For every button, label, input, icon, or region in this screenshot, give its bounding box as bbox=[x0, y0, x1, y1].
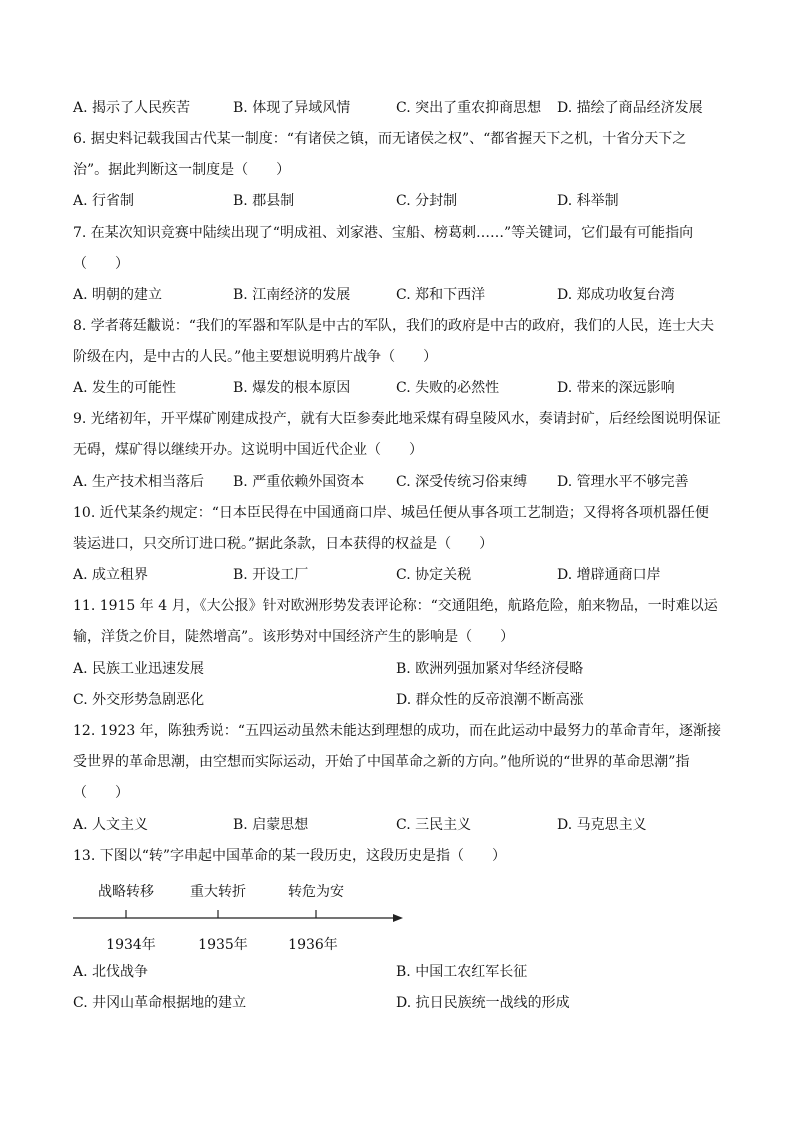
q12-stem-line-2: 受世界的革命思潮，由空想而实际运动，开始了中国革命之新的方向。”他所说的“世界的革命思潮”指 bbox=[73, 754, 690, 770]
option-d: D. 马克思主义 bbox=[557, 817, 647, 833]
option-d: D. 抗日民族统一战线的形成 bbox=[396, 995, 570, 1011]
timeline-diagram bbox=[73, 876, 413, 956]
option-b: B. 江南经济的发展 bbox=[233, 287, 351, 303]
option-c: C. 井冈山革命根据地的建立 bbox=[73, 995, 247, 1011]
option-c: C. 协定关税 bbox=[396, 567, 472, 583]
option-a: A. 明朝的建立 bbox=[73, 287, 163, 303]
option-a: A. 发生的可能性 bbox=[73, 380, 177, 396]
timeline-arrowhead bbox=[393, 914, 403, 922]
option-b: B. 爆发的根本原因 bbox=[233, 380, 351, 396]
timeline-year-1936: 1936年 bbox=[288, 937, 338, 953]
option-d: D. 增辟通商口岸 bbox=[557, 567, 661, 583]
q6-stem-line-1: 6. 据史料记载我国古代某一制度：“有诸侯之镇，而无诸侯之权”、“都省握天下之机，十省分天下之 bbox=[73, 131, 687, 147]
q13-stem-line-1: 13. 下图以“转”字串起中国革命的某一段历史，这段历史是指（ ） bbox=[73, 848, 507, 864]
option-a: A. 行省制 bbox=[73, 193, 135, 209]
option-c: C. 郑和下西洋 bbox=[396, 287, 486, 303]
timeline-year-1934: 1934年 bbox=[106, 937, 156, 953]
timeline-label-strategic-shift: 战略转移 bbox=[98, 884, 154, 900]
q11-stem-line-2: 输，洋货之价目，陡然增高”。该形势对中国经济产生的影响是（ ） bbox=[73, 629, 515, 645]
timeline-label-danger-to-safety: 转危为安 bbox=[288, 884, 344, 900]
option-a: A. 生产技术相当落后 bbox=[73, 474, 205, 490]
option-b: B. 启蒙思想 bbox=[233, 817, 309, 833]
option-d: D. 带来的深远影响 bbox=[557, 380, 675, 396]
option-a: A. 成立租界 bbox=[73, 567, 149, 583]
q12-stem-line-1: 12. 1923 年，陈独秀说：“五四运动虽然未能达到理想的成功，而在此运动中最努力的革命青年，逐渐接 bbox=[73, 723, 721, 739]
option-b: B. 体现了异域风情 bbox=[233, 100, 351, 116]
option-c: C. 深受传统习俗束缚 bbox=[396, 474, 528, 490]
option-b: B. 严重依赖外国资本 bbox=[233, 474, 365, 490]
timeline-year-1935: 1935年 bbox=[198, 937, 248, 953]
option-c: C. 分封制 bbox=[396, 193, 458, 209]
q12-stem-line-3: （ ） bbox=[73, 785, 129, 801]
q6-stem-line-2: 治”。据此判断这一制度是（ ） bbox=[73, 162, 291, 178]
option-b: B. 中国工农红军长征 bbox=[396, 964, 528, 980]
option-a: A. 民族工业迅速发展 bbox=[73, 661, 205, 677]
option-b: B. 开设工厂 bbox=[233, 567, 309, 583]
option-d: D. 管理水平不够完善 bbox=[557, 474, 689, 490]
option-a: A. 人文主义 bbox=[73, 817, 149, 833]
option-c: C. 三民主义 bbox=[396, 817, 472, 833]
option-a: A. 揭示了人民疾苦 bbox=[73, 100, 191, 116]
option-a: A. 北伐战争 bbox=[73, 964, 149, 980]
option-c: C. 失败的必然性 bbox=[396, 380, 500, 396]
q10-stem-line-2: 装运进口，只交所订进口税。”据此条款，日本获得的权益是（ ） bbox=[73, 536, 494, 552]
option-d: D. 群众性的反帝浪潮不断高涨 bbox=[396, 692, 584, 708]
option-c: C. 突出了重农抑商思想 bbox=[396, 100, 542, 116]
q11-stem-line-1: 11. 1915 年 4 月，《大公报》针对欧洲形势发表评论称：“交通阻绝，航路危险，舶来物品，一时难以运 bbox=[73, 598, 718, 614]
q9-stem-line-2: 无碍，煤矿得以继续开办。这说明中国近代企业（ ） bbox=[73, 442, 423, 458]
q10-stem-line-1: 10. 近代某条约规定：“日本臣民得在中国通商口岸、城邑任便从事各项工艺制造；又得将各项机器任便 bbox=[73, 505, 709, 521]
option-d: D. 科举制 bbox=[557, 193, 619, 209]
q7-stem-line-2: （ ） bbox=[73, 256, 129, 272]
option-d: D. 郑成功收复台湾 bbox=[557, 287, 675, 303]
option-b: B. 郡县制 bbox=[233, 193, 295, 209]
q7-stem-line-1: 7. 在某次知识竞赛中陆续出现了“明成祖、刘家港、宝船、榜葛刺……”等关键词，它们最有可能指向 bbox=[73, 225, 694, 241]
q9-stem-line-1: 9. 光绪初年，开平煤矿刚建成投产，就有大臣参奏此地采煤有碍皇陵风水，奏请封矿，后经绘图说明保证 bbox=[73, 411, 721, 427]
option-b: B. 欧洲列强加紧对华经济侵略 bbox=[396, 661, 584, 677]
option-c: C. 外交形势急剧恶化 bbox=[73, 692, 205, 708]
option-d: D. 描绘了商品经济发展 bbox=[557, 100, 703, 116]
q8-stem-line-1: 8. 学者蒋廷黻说：“我们的军器和军队是中古的军队，我们的政府是中古的政府，我们的人民，连士大夫 bbox=[73, 318, 714, 334]
timeline-label-major-turn: 重大转折 bbox=[190, 884, 246, 900]
q8-stem-line-2: 阶级在内，是中古的人民。”他主要想说明鸦片战争（ ） bbox=[73, 349, 438, 365]
